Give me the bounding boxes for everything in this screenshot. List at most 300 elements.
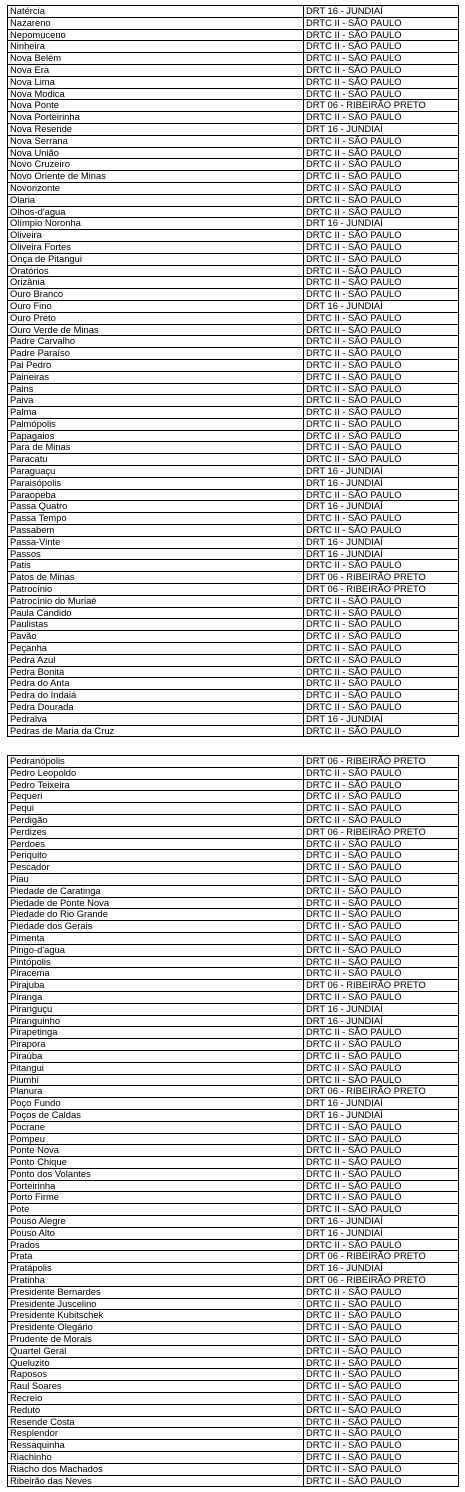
municipality-cell: Ponto dos Volantes xyxy=(8,1168,304,1180)
regional-office-cell: DRTC II - SÃO PAULO xyxy=(304,595,459,607)
municipality-cell: Pedro Leopoldo xyxy=(8,767,304,779)
regional-office-cell: DRT 16 - JUNDIAÍ xyxy=(304,1216,459,1228)
table-row xyxy=(8,678,459,690)
municipality-cell: Reduto xyxy=(8,1404,304,1416)
regional-office-cell: DRTC II - SÃO PAULO xyxy=(304,1428,459,1440)
regional-office-cell: DRT 16 - JUNDIAÍ xyxy=(304,218,459,230)
regional-office-cell: DRT 06 - RIBEIRÃO PRETO xyxy=(304,1251,459,1263)
municipality-cell: Nova Serrana xyxy=(8,135,304,147)
regional-office-cell: DRTC II - SÃO PAULO xyxy=(304,194,459,206)
regional-office-cell: DRTC II - SÃO PAULO xyxy=(304,135,459,147)
municipality-cell: Nova Resende xyxy=(8,123,304,135)
municipality-cell: Pirajuba xyxy=(8,980,304,992)
municipality-cell: Periquito xyxy=(8,850,304,862)
regional-office-cell: DRTC II - SÃO PAULO xyxy=(304,814,459,826)
regional-office-cell: DRTC II - SÃO PAULO xyxy=(304,1239,459,1251)
table-row xyxy=(8,1275,459,1287)
regional-office-cell: DRTC II - SÃO PAULO xyxy=(304,643,459,655)
regional-office-cell: DRTC II - SÃO PAULO xyxy=(304,253,459,265)
regional-office-cell: DRTC II - SÃO PAULO xyxy=(304,767,459,779)
municipality-cell: Palma xyxy=(8,407,304,419)
table-row xyxy=(8,513,459,525)
municipality-cell: Piedade do Rio Grande xyxy=(8,909,304,921)
regional-office-cell: DRTC II - SÃO PAULO xyxy=(304,991,459,1003)
regional-office-cell: DRTC II - SÃO PAULO xyxy=(304,513,459,525)
regional-office-cell: DRTC II - SÃO PAULO xyxy=(304,1062,459,1074)
municipality-cell: Pains xyxy=(8,383,304,395)
municipality-cell: Passa Tempo xyxy=(8,513,304,525)
regional-office-cell: DRTC II - SÃO PAULO xyxy=(304,230,459,242)
regional-office-cell: DRTC II - SÃO PAULO xyxy=(304,489,459,501)
regional-office-cell: DRTC II - SÃO PAULO xyxy=(304,395,459,407)
regional-office-cell: DRT 16 - JUNDIAÍ xyxy=(304,1263,459,1275)
regional-office-cell: DRTC II - SÃO PAULO xyxy=(304,1393,459,1405)
municipality-cell: Passa-Vinte xyxy=(8,536,304,548)
municipality-cell: Nova União xyxy=(8,147,304,159)
table-row xyxy=(8,1121,459,1133)
table-row xyxy=(8,767,459,779)
municipality-cell: Pedra Dourada xyxy=(8,702,304,714)
municipality-cell: Passa Quatro xyxy=(8,501,304,513)
municipality-cell: Palmópolis xyxy=(8,418,304,430)
table-row xyxy=(8,241,459,253)
regional-office-cell: DRTC II - SÃO PAULO xyxy=(304,76,459,88)
table-row xyxy=(8,932,459,944)
regional-office-cell: DRTC II - SÃO PAULO xyxy=(304,850,459,862)
table-row xyxy=(8,826,459,838)
table-row xyxy=(8,359,459,371)
municipality-cell: Raposos xyxy=(8,1369,304,1381)
regional-office-cell: DRTC II - SÃO PAULO xyxy=(304,779,459,791)
table-row xyxy=(8,1180,459,1192)
municipality-cell: Pai Pedro xyxy=(8,359,304,371)
municipality-cell: Prudente de Morais xyxy=(8,1334,304,1346)
table-row xyxy=(8,76,459,88)
table-row xyxy=(8,1263,459,1275)
regional-office-cell: DRTC II - SÃO PAULO xyxy=(304,690,459,702)
table-row xyxy=(8,1404,459,1416)
table-row xyxy=(8,921,459,933)
table-row xyxy=(8,1239,459,1251)
municipality-cell: Poços de Caldas xyxy=(8,1109,304,1121)
regional-office-cell: DRT 06 - RIBEIRÃO PRETO xyxy=(304,572,459,584)
table-body xyxy=(8,756,459,1487)
table-row xyxy=(8,477,459,489)
municipality-cell: Piedade de Ponte Nova xyxy=(8,897,304,909)
regional-office-cell: DRTC II - SÃO PAULO xyxy=(304,791,459,803)
municipality-cell: Pedra do Anta xyxy=(8,678,304,690)
municipality-cell: Pequeri xyxy=(8,791,304,803)
table-row xyxy=(8,159,459,171)
table-row xyxy=(8,395,459,407)
regional-office-cell: DRTC II - SÃO PAULO xyxy=(304,312,459,324)
table-row xyxy=(8,862,459,874)
table-row xyxy=(8,791,459,803)
municipality-cell: Paraguaçu xyxy=(8,466,304,478)
regional-office-cell: DRTC II - SÃO PAULO xyxy=(304,631,459,643)
municipality-cell: Ribeirão das Neves xyxy=(8,1475,304,1487)
table-row xyxy=(8,1003,459,1015)
table-row xyxy=(8,1298,459,1310)
regional-office-cell: DRT 16 - JUNDIAÍ xyxy=(304,548,459,560)
regional-office-cell: DRT 16 - JUNDIAÍ xyxy=(304,466,459,478)
municipality-cell: Planura xyxy=(8,1086,304,1098)
municipality-cell: Olaria xyxy=(8,194,304,206)
municipality-table-2 xyxy=(7,755,459,1487)
municipality-cell: Orizânia xyxy=(8,277,304,289)
regional-office-cell: DRT 16 - JUNDIAÍ xyxy=(304,1098,459,1110)
table-row xyxy=(8,607,459,619)
table-row xyxy=(8,6,459,18)
municipality-cell: Ressaquinha xyxy=(8,1440,304,1452)
table-row xyxy=(8,147,459,159)
municipality-cell: Quartel Geral xyxy=(8,1345,304,1357)
table-row xyxy=(8,1145,459,1157)
municipality-cell: Resplendor xyxy=(8,1428,304,1440)
municipality-cell: Piracema xyxy=(8,968,304,980)
municipality-cell: Pavão xyxy=(8,631,304,643)
regional-office-cell: DRTC II - SÃO PAULO xyxy=(304,525,459,537)
municipality-cell: Perdigão xyxy=(8,814,304,826)
table-row xyxy=(8,1133,459,1145)
regional-office-cell: DRTC II - SÃO PAULO xyxy=(304,1322,459,1334)
table-row xyxy=(8,501,459,513)
regional-office-cell: DRT 16 - JUNDIAÍ xyxy=(304,501,459,513)
regional-office-cell: DRTC II - SÃO PAULO xyxy=(304,1416,459,1428)
regional-office-cell: DRTC II - SÃO PAULO xyxy=(304,359,459,371)
municipality-cell: Natércia xyxy=(8,6,304,18)
municipality-cell: Pequi xyxy=(8,803,304,815)
regional-office-cell: DRTC II - SÃO PAULO xyxy=(304,454,459,466)
municipality-cell: Pratinha xyxy=(8,1275,304,1287)
regional-office-cell: DRT 16 - JUNDIAÍ xyxy=(304,477,459,489)
table-row xyxy=(8,536,459,548)
table-row xyxy=(8,548,459,560)
municipality-cell: Para de Minas xyxy=(8,442,304,454)
regional-office-cell: DRT 16 - JUNDIAÍ xyxy=(304,123,459,135)
municipality-cell: Pedranópolis xyxy=(8,756,304,768)
municipality-cell: Ninheira xyxy=(8,41,304,53)
table-row xyxy=(8,944,459,956)
municipality-cell: Nova Ponte xyxy=(8,100,304,112)
municipality-cell: Novo Cruzeiro xyxy=(8,159,304,171)
municipality-table-1 xyxy=(7,5,459,737)
municipality-cell: Pedralva xyxy=(8,713,304,725)
municipality-cell: Presidente Juscelino xyxy=(8,1298,304,1310)
table-row xyxy=(8,897,459,909)
table-row xyxy=(8,1428,459,1440)
municipality-cell: Ponte Nova xyxy=(8,1145,304,1157)
table-row xyxy=(8,277,459,289)
table-row xyxy=(8,666,459,678)
regional-office-cell: DRTC II - SÃO PAULO xyxy=(304,921,459,933)
table-row xyxy=(8,980,459,992)
regional-office-cell: DRTC II - SÃO PAULO xyxy=(304,678,459,690)
regional-office-cell: DRTC II - SÃO PAULO xyxy=(304,277,459,289)
regional-office-cell: DRTC II - SÃO PAULO xyxy=(304,1298,459,1310)
table-row xyxy=(8,1015,459,1027)
regional-office-cell: DRT 06 - RIBEIRÃO PRETO xyxy=(304,584,459,596)
table-row xyxy=(8,779,459,791)
table-row xyxy=(8,1416,459,1428)
table-row xyxy=(8,1216,459,1228)
table-row xyxy=(8,1310,459,1322)
regional-office-cell: DRTC II - SÃO PAULO xyxy=(304,1345,459,1357)
municipality-cell: Peçanha xyxy=(8,643,304,655)
municipality-cell: Queluzito xyxy=(8,1357,304,1369)
table-row xyxy=(8,803,459,815)
municipality-cell: Pedra Azul xyxy=(8,654,304,666)
municipality-cell: Papagaios xyxy=(8,430,304,442)
regional-office-cell: DRTC II - SÃO PAULO xyxy=(304,1145,459,1157)
municipality-cell: Passabem xyxy=(8,525,304,537)
table-row xyxy=(8,873,459,885)
municipality-cell: Onça de Pitangui xyxy=(8,253,304,265)
table-row xyxy=(8,838,459,850)
regional-office-cell: DRTC II - SÃO PAULO xyxy=(304,182,459,194)
regional-office-cell: DRTC II - SÃO PAULO xyxy=(304,1039,459,1051)
table-row xyxy=(8,1050,459,1062)
table-row xyxy=(8,1192,459,1204)
regional-office-cell: DRTC II - SÃO PAULO xyxy=(304,803,459,815)
municipality-cell: Perdoes xyxy=(8,838,304,850)
table-row xyxy=(8,1286,459,1298)
regional-office-cell: DRTC II - SÃO PAULO xyxy=(304,1074,459,1086)
table-row xyxy=(8,230,459,242)
regional-office-cell: DRTC II - SÃO PAULO xyxy=(304,1050,459,1062)
table-row xyxy=(8,1345,459,1357)
regional-office-cell: DRTC II - SÃO PAULO xyxy=(304,607,459,619)
regional-office-cell: DRT 16 - JUNDIAÍ xyxy=(304,1227,459,1239)
regional-office-cell: DRTC II - SÃO PAULO xyxy=(304,371,459,383)
regional-office-cell: DRTC II - SÃO PAULO xyxy=(304,112,459,124)
regional-office-cell: DRTC II - SÃO PAULO xyxy=(304,560,459,572)
regional-office-cell: DRTC II - SÃO PAULO xyxy=(304,88,459,100)
table-row xyxy=(8,1157,459,1169)
table-row xyxy=(8,383,459,395)
regional-office-cell: DRTC II - SÃO PAULO xyxy=(304,838,459,850)
table-row xyxy=(8,595,459,607)
regional-office-cell: DRTC II - SÃO PAULO xyxy=(304,654,459,666)
regional-office-cell: DRTC II - SÃO PAULO xyxy=(304,407,459,419)
regional-office-cell: DRTC II - SÃO PAULO xyxy=(304,1369,459,1381)
municipality-cell: Piumhi xyxy=(8,1074,304,1086)
table-row xyxy=(8,572,459,584)
municipality-cell: Paraisópolis xyxy=(8,477,304,489)
municipality-cell: Pedro Teixeira xyxy=(8,779,304,791)
municipality-cell: Pintópolis xyxy=(8,956,304,968)
regional-office-cell: DRTC II - SÃO PAULO xyxy=(304,1452,459,1464)
table-row xyxy=(8,336,459,348)
table-row xyxy=(8,1475,459,1487)
table-row xyxy=(8,194,459,206)
regional-office-cell: DRTC II - SÃO PAULO xyxy=(304,725,459,737)
regional-office-cell: DRTC II - SÃO PAULO xyxy=(304,1357,459,1369)
municipality-cell: Ouro Preto xyxy=(8,312,304,324)
regional-office-cell: DRT 06 - RIBEIRÃO PRETO xyxy=(304,1275,459,1287)
municipality-cell: Pote xyxy=(8,1204,304,1216)
table-row xyxy=(8,1109,459,1121)
municipality-cell: Pescador xyxy=(8,862,304,874)
regional-office-cell: DRTC II - SÃO PAULO xyxy=(304,1192,459,1204)
municipality-cell: Piranguçu xyxy=(8,1003,304,1015)
table-row xyxy=(8,631,459,643)
regional-office-cell: DRTC II - SÃO PAULO xyxy=(304,241,459,253)
regional-office-cell: DRTC II - SÃO PAULO xyxy=(304,1204,459,1216)
municipality-cell: Pouso Alto xyxy=(8,1227,304,1239)
regional-office-cell: DRTC II - SÃO PAULO xyxy=(304,289,459,301)
regional-office-cell: DRT 16 - JUNDIAÍ xyxy=(304,1003,459,1015)
table-row xyxy=(8,1322,459,1334)
municipality-cell: Nova Porteirinha xyxy=(8,112,304,124)
table-row xyxy=(8,206,459,218)
regional-office-cell: DRTC II - SÃO PAULO xyxy=(304,1463,459,1475)
table-row xyxy=(8,289,459,301)
table-row xyxy=(8,1440,459,1452)
regional-office-cell: DRTC II - SÃO PAULO xyxy=(304,885,459,897)
table-row xyxy=(8,253,459,265)
table-row xyxy=(8,909,459,921)
table-body xyxy=(8,6,459,737)
municipality-cell: Patos de Minas xyxy=(8,572,304,584)
table-row xyxy=(8,418,459,430)
table-row xyxy=(8,64,459,76)
municipality-cell: Raul Soares xyxy=(8,1381,304,1393)
municipality-cell: Olhos-d'agua xyxy=(8,206,304,218)
municipality-cell: Riachinho xyxy=(8,1452,304,1464)
table-row xyxy=(8,454,459,466)
table-row xyxy=(8,466,459,478)
table-row xyxy=(8,702,459,714)
table-row xyxy=(8,1393,459,1405)
municipality-cell: Pedras de Maria da Cruz xyxy=(8,725,304,737)
municipality-cell: Presidente Olegário xyxy=(8,1322,304,1334)
table-row xyxy=(8,525,459,537)
regional-office-cell: DRTC II - SÃO PAULO xyxy=(304,383,459,395)
municipality-cell: Perdizes xyxy=(8,826,304,838)
municipality-cell: Pedra do Indaiá xyxy=(8,690,304,702)
regional-office-cell: DRTC II - SÃO PAULO xyxy=(304,41,459,53)
table-row xyxy=(8,725,459,737)
regional-office-cell: DRTC II - SÃO PAULO xyxy=(304,1334,459,1346)
regional-office-cell: DRTC II - SÃO PAULO xyxy=(304,1168,459,1180)
municipality-cell: Oliveira Fortes xyxy=(8,241,304,253)
municipality-cell: Pratápolis xyxy=(8,1263,304,1275)
table-row xyxy=(8,1204,459,1216)
regional-office-cell: DRTC II - SÃO PAULO xyxy=(304,968,459,980)
table-row xyxy=(8,1027,459,1039)
municipality-cell: Nazareno xyxy=(8,17,304,29)
regional-office-cell: DRTC II - SÃO PAULO xyxy=(304,1440,459,1452)
regional-office-cell: DRTC II - SÃO PAULO xyxy=(304,1286,459,1298)
table-row xyxy=(8,135,459,147)
table-row xyxy=(8,1098,459,1110)
table-row xyxy=(8,100,459,112)
table-row xyxy=(8,407,459,419)
regional-office-cell: DRT 16 - JUNDIAÍ xyxy=(304,300,459,312)
municipality-cell: Pirapora xyxy=(8,1039,304,1051)
municipality-cell: Nova Belém xyxy=(8,53,304,65)
regional-office-cell: DRT 16 - JUNDIAÍ xyxy=(304,536,459,548)
municipality-cell: Olímpio Noronha xyxy=(8,218,304,230)
table-row xyxy=(8,654,459,666)
table-row xyxy=(8,885,459,897)
municipality-cell: Presidente Kubitschek xyxy=(8,1310,304,1322)
municipality-cell: Paracatu xyxy=(8,454,304,466)
regional-office-cell: DRT 06 - RIBEIRÃO PRETO xyxy=(304,100,459,112)
table-row xyxy=(8,968,459,980)
municipality-cell: Piraúba xyxy=(8,1050,304,1062)
table-row xyxy=(8,1251,459,1263)
regional-office-cell: DRTC II - SÃO PAULO xyxy=(304,17,459,29)
regional-office-cell: DRTC II - SÃO PAULO xyxy=(304,159,459,171)
municipality-cell: Nepomuceno xyxy=(8,29,304,41)
regional-office-cell: DRTC II - SÃO PAULO xyxy=(304,1121,459,1133)
regional-office-cell: DRTC II - SÃO PAULO xyxy=(304,956,459,968)
municipality-cell: Poço Fundo xyxy=(8,1098,304,1110)
table-row xyxy=(8,312,459,324)
regional-office-cell: DRTC II - SÃO PAULO xyxy=(304,862,459,874)
table-row xyxy=(8,53,459,65)
municipality-cell: Patis xyxy=(8,560,304,572)
regional-office-cell: DRTC II - SÃO PAULO xyxy=(304,64,459,76)
municipality-cell: Pirapetinga xyxy=(8,1027,304,1039)
regional-office-cell: DRTC II - SÃO PAULO xyxy=(304,206,459,218)
regional-office-cell: DRTC II - SÃO PAULO xyxy=(304,171,459,183)
municipality-cell: Ponto Chique xyxy=(8,1157,304,1169)
municipality-cell: Prados xyxy=(8,1239,304,1251)
table-row xyxy=(8,991,459,1003)
municipality-cell: Pedra Bonita xyxy=(8,666,304,678)
table-row xyxy=(8,112,459,124)
regional-office-cell: DRTC II - SÃO PAULO xyxy=(304,1027,459,1039)
regional-office-cell: DRTC II - SÃO PAULO xyxy=(304,1180,459,1192)
municipality-cell: Piranguinho xyxy=(8,1015,304,1027)
municipality-cell: Porto Firme xyxy=(8,1192,304,1204)
table-row xyxy=(8,1168,459,1180)
municipality-cell: Resende Costa xyxy=(8,1416,304,1428)
regional-office-cell: DRTC II - SÃO PAULO xyxy=(304,1475,459,1487)
table-row xyxy=(8,1086,459,1098)
table-row xyxy=(8,265,459,277)
table-row xyxy=(8,1381,459,1393)
regional-office-cell: DRTC II - SÃO PAULO xyxy=(304,1133,459,1145)
regional-office-cell: DRTC II - SÃO PAULO xyxy=(304,53,459,65)
table-row xyxy=(8,442,459,454)
regional-office-cell: DRTC II - SÃO PAULO xyxy=(304,324,459,336)
table-row xyxy=(8,690,459,702)
municipality-cell: Paineiras xyxy=(8,371,304,383)
table-row xyxy=(8,1334,459,1346)
table-row xyxy=(8,560,459,572)
municipality-cell: Padre Paraíso xyxy=(8,348,304,360)
table-row xyxy=(8,41,459,53)
regional-office-cell: DRTC II - SÃO PAULO xyxy=(304,336,459,348)
table-row xyxy=(8,756,459,768)
table-row xyxy=(8,956,459,968)
table-row xyxy=(8,713,459,725)
municipality-cell: Piedade dos Gerais xyxy=(8,921,304,933)
municipality-cell: Porteirinha xyxy=(8,1180,304,1192)
regional-office-cell: DRT 16 - JUNDIAÍ xyxy=(304,6,459,18)
table-row xyxy=(8,1463,459,1475)
municipality-cell: Nova Era xyxy=(8,64,304,76)
municipality-cell: Pingo-d'agua xyxy=(8,944,304,956)
table-row xyxy=(8,324,459,336)
municipality-cell: Passos xyxy=(8,548,304,560)
regional-office-cell: DRTC II - SÃO PAULO xyxy=(304,897,459,909)
municipality-cell: Paiva xyxy=(8,395,304,407)
